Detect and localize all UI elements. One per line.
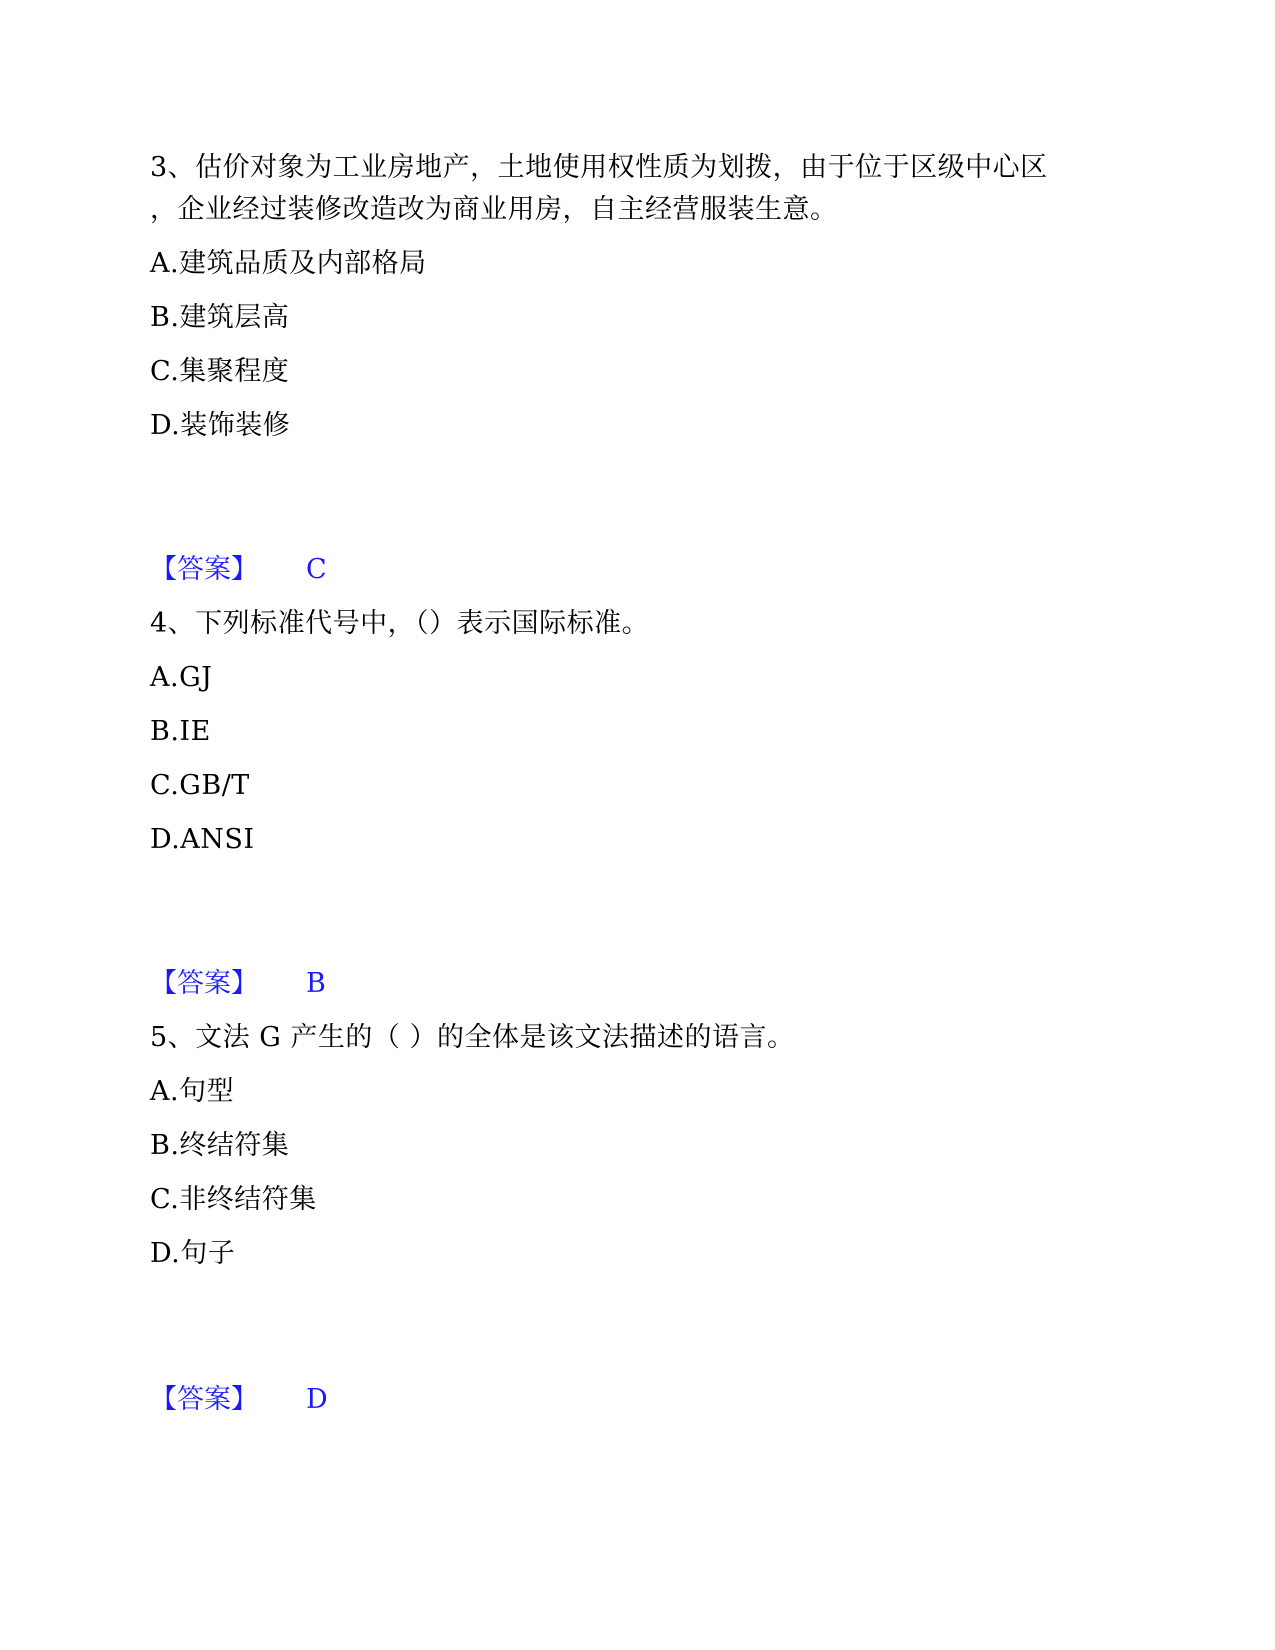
answer-block	[150, 1380, 328, 1420]
option-d: D.装饰装修	[150, 410, 291, 441]
option-d: D.句子	[150, 1238, 236, 1269]
answer-value: B	[306, 968, 326, 999]
option-b: B.IE	[150, 716, 211, 747]
option-b: B.建筑层高	[150, 302, 290, 333]
answer-label: 【答案】	[150, 1384, 258, 1415]
option-c: C.集聚程度	[150, 356, 290, 387]
option-a: A.建筑品质及内部格局	[150, 248, 427, 279]
option-a: A.句型	[150, 1076, 235, 1107]
option-b: B.终结符集	[150, 1130, 290, 1161]
question-stem: 5、文法 G 产生的（ ）的全体是该文法描述的语言。	[150, 1022, 795, 1053]
answer-label: 【答案】	[150, 554, 258, 585]
question-stem: 3、估价对象为工业房地产，土地使用权性质为划拨，由于位于区级中心区	[150, 152, 1048, 183]
answer-block	[150, 550, 327, 590]
answer-value: D	[306, 1384, 328, 1415]
answer-label: 【答案】	[150, 968, 258, 999]
option-a: A.GJ	[150, 662, 213, 693]
answer-value: C	[306, 554, 327, 585]
option-d: D.ANSI	[150, 824, 255, 855]
option-c: C.GB/T	[150, 770, 250, 801]
question-stem: 4、下列标准代号中，（）表示国际标准。	[150, 608, 650, 639]
question-stem-continued: ，企业经过装修改造改为商业用房，自主经营服装生意。	[150, 194, 838, 225]
option-c: C.非终结符集	[150, 1184, 317, 1215]
answer-block	[150, 964, 326, 1004]
